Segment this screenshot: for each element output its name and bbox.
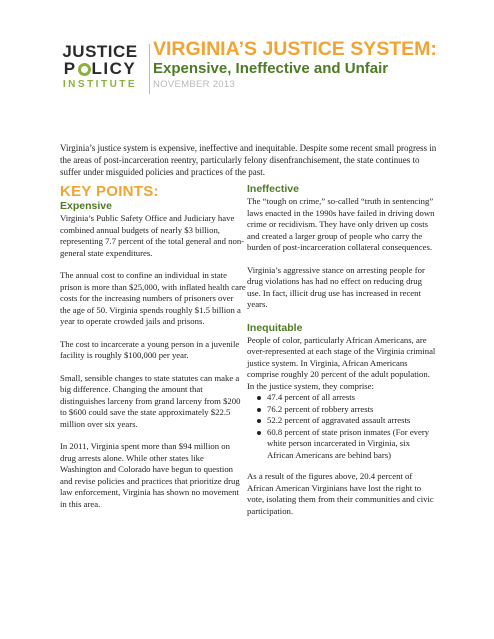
list-item: 52.2 percent of aggravated assault arrests bbox=[267, 415, 437, 427]
page-title: VIRGINIA’S JUSTICE SYSTEM: bbox=[153, 38, 437, 60]
logo-line-justice: JUSTICE bbox=[62, 42, 138, 61]
intro-paragraph: Virginia’s justice system is expensive, ineffective and inequitable. Despite some recent small progress in the areas of post-incarceration reentry, particularly felony disenfranchisement, the state continues to suffer under misguided policies and practices of the past. bbox=[60, 143, 437, 177]
ineffective-heading: Ineffective bbox=[247, 183, 299, 195]
expensive-heading: Expensive bbox=[60, 200, 112, 212]
logo-letter-p: P bbox=[63, 59, 77, 78]
logo-letters-licy: LICY bbox=[91, 59, 137, 78]
expensive-paragraph-4: Small, sensible changes to state statutes can make a big difference. Changing the amount that distinguishes larceny from grand larceny from $200 to $600 could save the state approximately $22.5 million over six years. bbox=[60, 372, 241, 429]
right-column bbox=[247, 183, 437, 528]
expensive-paragraph-2: The annual cost to confine an individual in state prison is more than $25,000, with inflated health care costs for the increasing numbers of prisoners over the age of 50. Virginia spends roughly $1.5 billion a year to operate crowded jails and prisons. bbox=[60, 270, 246, 326]
logo-line-institute: INSTITUTE bbox=[62, 79, 138, 90]
justice-policy-institute-logo bbox=[55, 43, 145, 92]
inequitable-paragraph-2: As a result of the figures above, 20.4 percent of African American Virginians have lost the right to vote, isolating them from their communities and civic participation. bbox=[247, 471, 434, 516]
page-subtitle: Expensive, Ineffective and Unfair bbox=[153, 60, 389, 77]
ineffective-paragraph-1: The “tough on crime,” so-called “truth in sentencing” laws enacted in the 1990s have failed in driving down crime or recidivism. They have only driven up costs and created a larger group of people who carry the burden of post-incarceration collateral consequences. bbox=[247, 196, 435, 252]
key-points-heading: KEY POINTS: bbox=[60, 183, 159, 200]
list-item: 76.2 percent of robbery arrests bbox=[267, 404, 437, 416]
logo-line-policy bbox=[55, 60, 145, 78]
statistics-list bbox=[247, 392, 437, 461]
expensive-paragraph-5: In 2011, Virginia spent more than $94 million on drug arrests alone. While other states like Washington and Colorado have begun to question and revise policies and practices that prioritize drug law enforcement, Virginia has shown no movement in this area. bbox=[60, 441, 240, 509]
inequitable-paragraph-1: People of color, particularly African Americans, are over-represented at each stage of the Virginia criminal justice system. In Virginia, African Americans comprise roughly 20 percent of the adult population. In the justice system, they comprise: bbox=[247, 334, 436, 391]
logo-o-circle-icon bbox=[78, 63, 91, 76]
header bbox=[153, 38, 473, 91]
left-column bbox=[60, 183, 246, 521]
publication-date: NOVEMBER 2013 bbox=[153, 79, 236, 90]
expensive-paragraph-1: Virginia’s Public Safety Office and Judiciary have combined annual budgets of nearly $3 billion, representing 7.7 percent of the total general and non-general state expenditures. bbox=[60, 213, 245, 258]
list-item: 60.8 percent of state prison inmates (For every white person incarcerated in Virginia, six African Americans are behind bars) bbox=[267, 427, 437, 462]
ineffective-paragraph-2: Virginia’s aggressive stance on arresting people for drug violations has had no effect on reducing drug use. In fact, illicit drug use has increased in recent years. bbox=[247, 264, 425, 309]
header-divider bbox=[149, 44, 150, 94]
inequitable-heading: Inequitable bbox=[247, 321, 303, 334]
expensive-paragraph-3: The cost to incarcerate a young person in a juvenile facility is roughly $100,000 per year. bbox=[60, 338, 240, 360]
list-item: 47.4 percent of all arrests bbox=[267, 392, 437, 404]
